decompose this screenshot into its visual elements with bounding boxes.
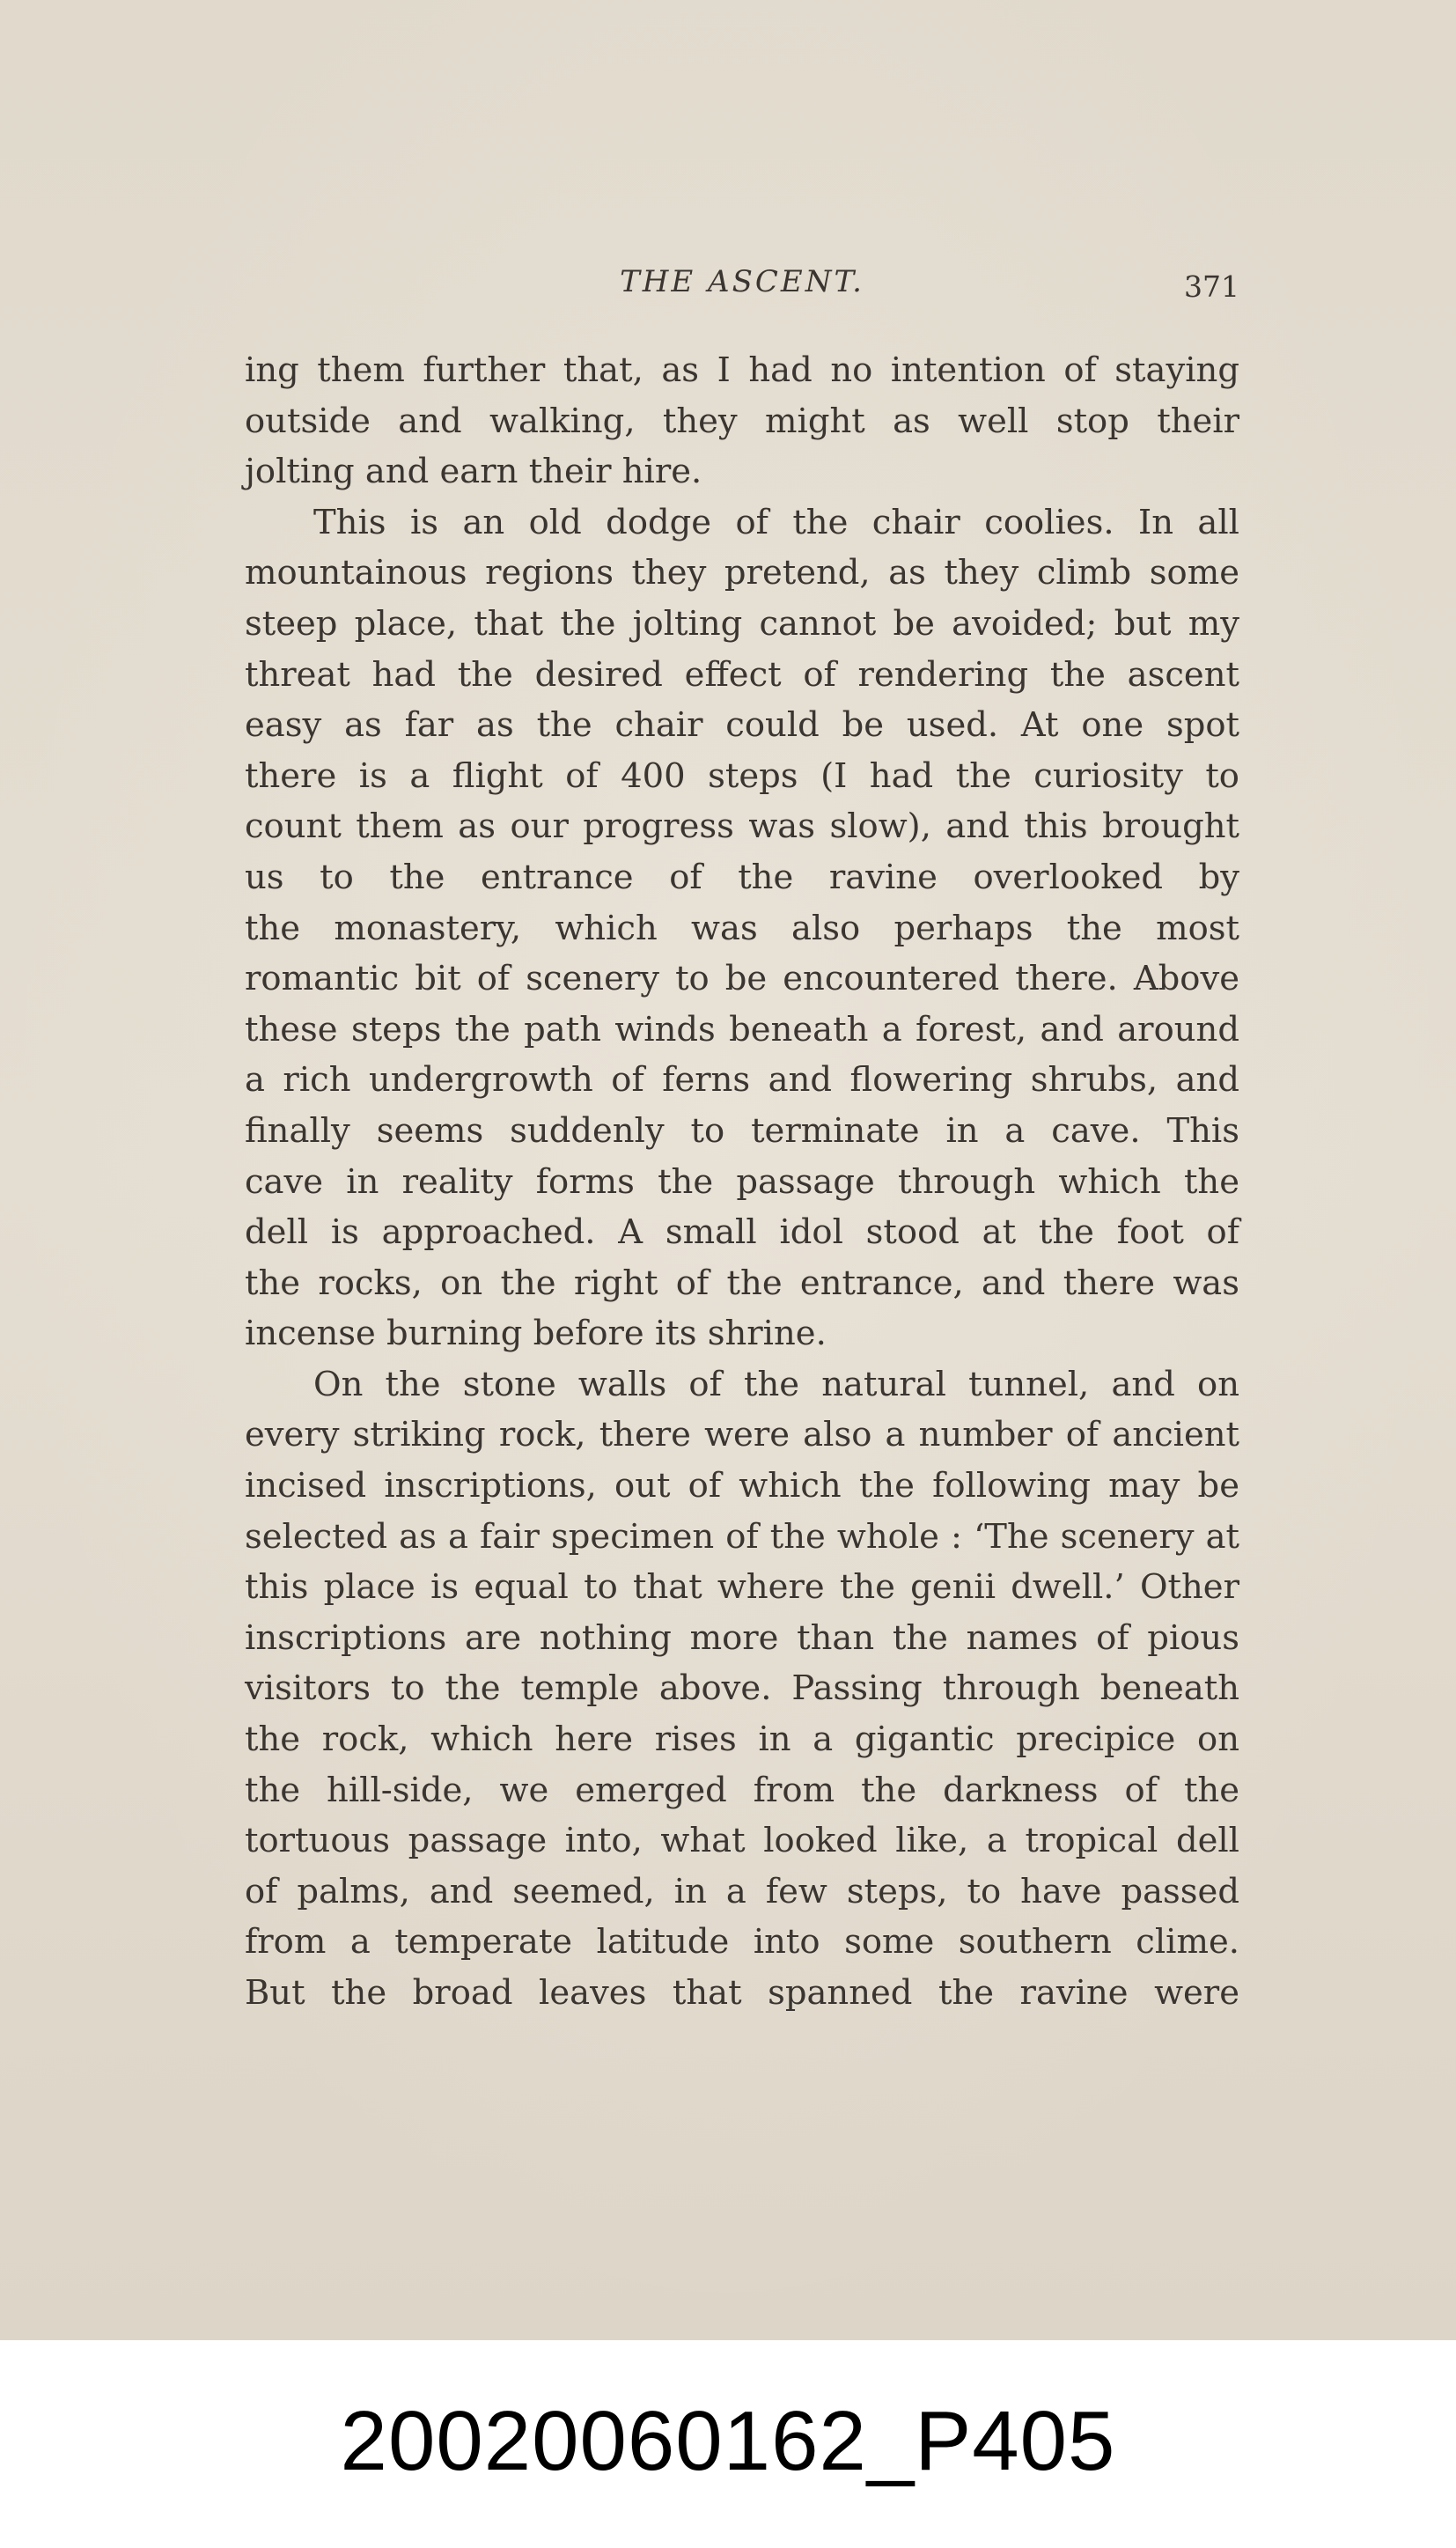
text-line: tortuous passage into, what looked like, a tropical dell	[245, 1821, 1239, 1861]
text-line: dell is approached. A small idol stood at the foot of	[245, 1212, 1239, 1253]
text-line: from a temperate latitude into some southern clime.	[245, 1922, 1239, 1963]
text-line: the rocks, on the right of the entrance, and there was	[245, 1263, 1239, 1303]
running-head-title: THE ASCENT.	[620, 264, 864, 299]
text-line: ing them further that, as I had no intention of staying	[245, 350, 1239, 390]
paragraph-1	[245, 345, 1239, 497]
paragraph-2	[245, 497, 1239, 1359]
text-line: there is a flight of 400 steps (I had the curiosity to	[245, 755, 1239, 796]
text-line: this place is equal to that where the genii dwell.’ Other	[245, 1567, 1239, 1608]
text-line: the monastery, which was also perhaps the most	[245, 908, 1239, 948]
text-line: steep place, that the jolting cannot be avoided; but my	[245, 603, 1239, 644]
text-line: these steps the path winds beneath a forest, and around	[245, 1009, 1239, 1049]
text-line: romantic bit of scenery to be encountered there. Above	[245, 959, 1239, 999]
text-line: finally seems suddenly to terminate in a cave. This	[245, 1110, 1239, 1151]
text-line: the hill-side, we emerged from the darkness of the	[245, 1770, 1239, 1810]
text-line: selected as a fair specimen of the whole : ‘The scenery at	[245, 1516, 1239, 1557]
text-line: inscriptions are nothing more than the names of pious	[245, 1617, 1239, 1658]
running-head	[245, 264, 1239, 308]
text-line: cave in reality forms the passage through which the	[245, 1161, 1239, 1202]
text-line: visitors to the temple above. Passing through beneath	[245, 1668, 1239, 1709]
paragraph-3	[245, 1359, 1239, 2019]
text-line: a rich undergrowth of ferns and flowering shrubs, and	[245, 1060, 1239, 1101]
text-line: every striking rock, there were also a number of ancient	[245, 1415, 1239, 1455]
text-line: easy as far as the chair could be used. At one spot	[245, 705, 1239, 746]
text-line: threat had the desired effect of rendering the ascent	[245, 654, 1239, 695]
text-line: of palms, and seemed, in a few steps, to have passed	[245, 1871, 1239, 1911]
page-number: 371	[1184, 269, 1239, 304]
body-text	[245, 345, 1239, 2019]
text-line: incense burning before its shrine.	[245, 1314, 827, 1354]
text-line: us to the entrance of the ravine overlooked by	[245, 857, 1239, 897]
image-caption: 20020060162_P405	[340, 2394, 1116, 2488]
text-line: This is an old dodge of the chair coolies. In all	[313, 502, 1239, 542]
text-line: On the stone walls of the natural tunnel, and on	[313, 1364, 1239, 1404]
text-line: count them as our progress was slow), and this brought	[245, 806, 1239, 847]
text-line: mountainous regions they pretend, as they climb some	[245, 553, 1239, 593]
text-line: outside and walking, they might as well stop their	[245, 401, 1239, 441]
text-line: incised inscriptions, out of which the following may be	[245, 1466, 1239, 1506]
text-line: the rock, which here rises in a gigantic precipice on	[245, 1720, 1239, 1760]
text-line: jolting and earn their hire.	[245, 452, 702, 492]
text-line: But the broad leaves that spanned the ravine were	[245, 1973, 1239, 2013]
